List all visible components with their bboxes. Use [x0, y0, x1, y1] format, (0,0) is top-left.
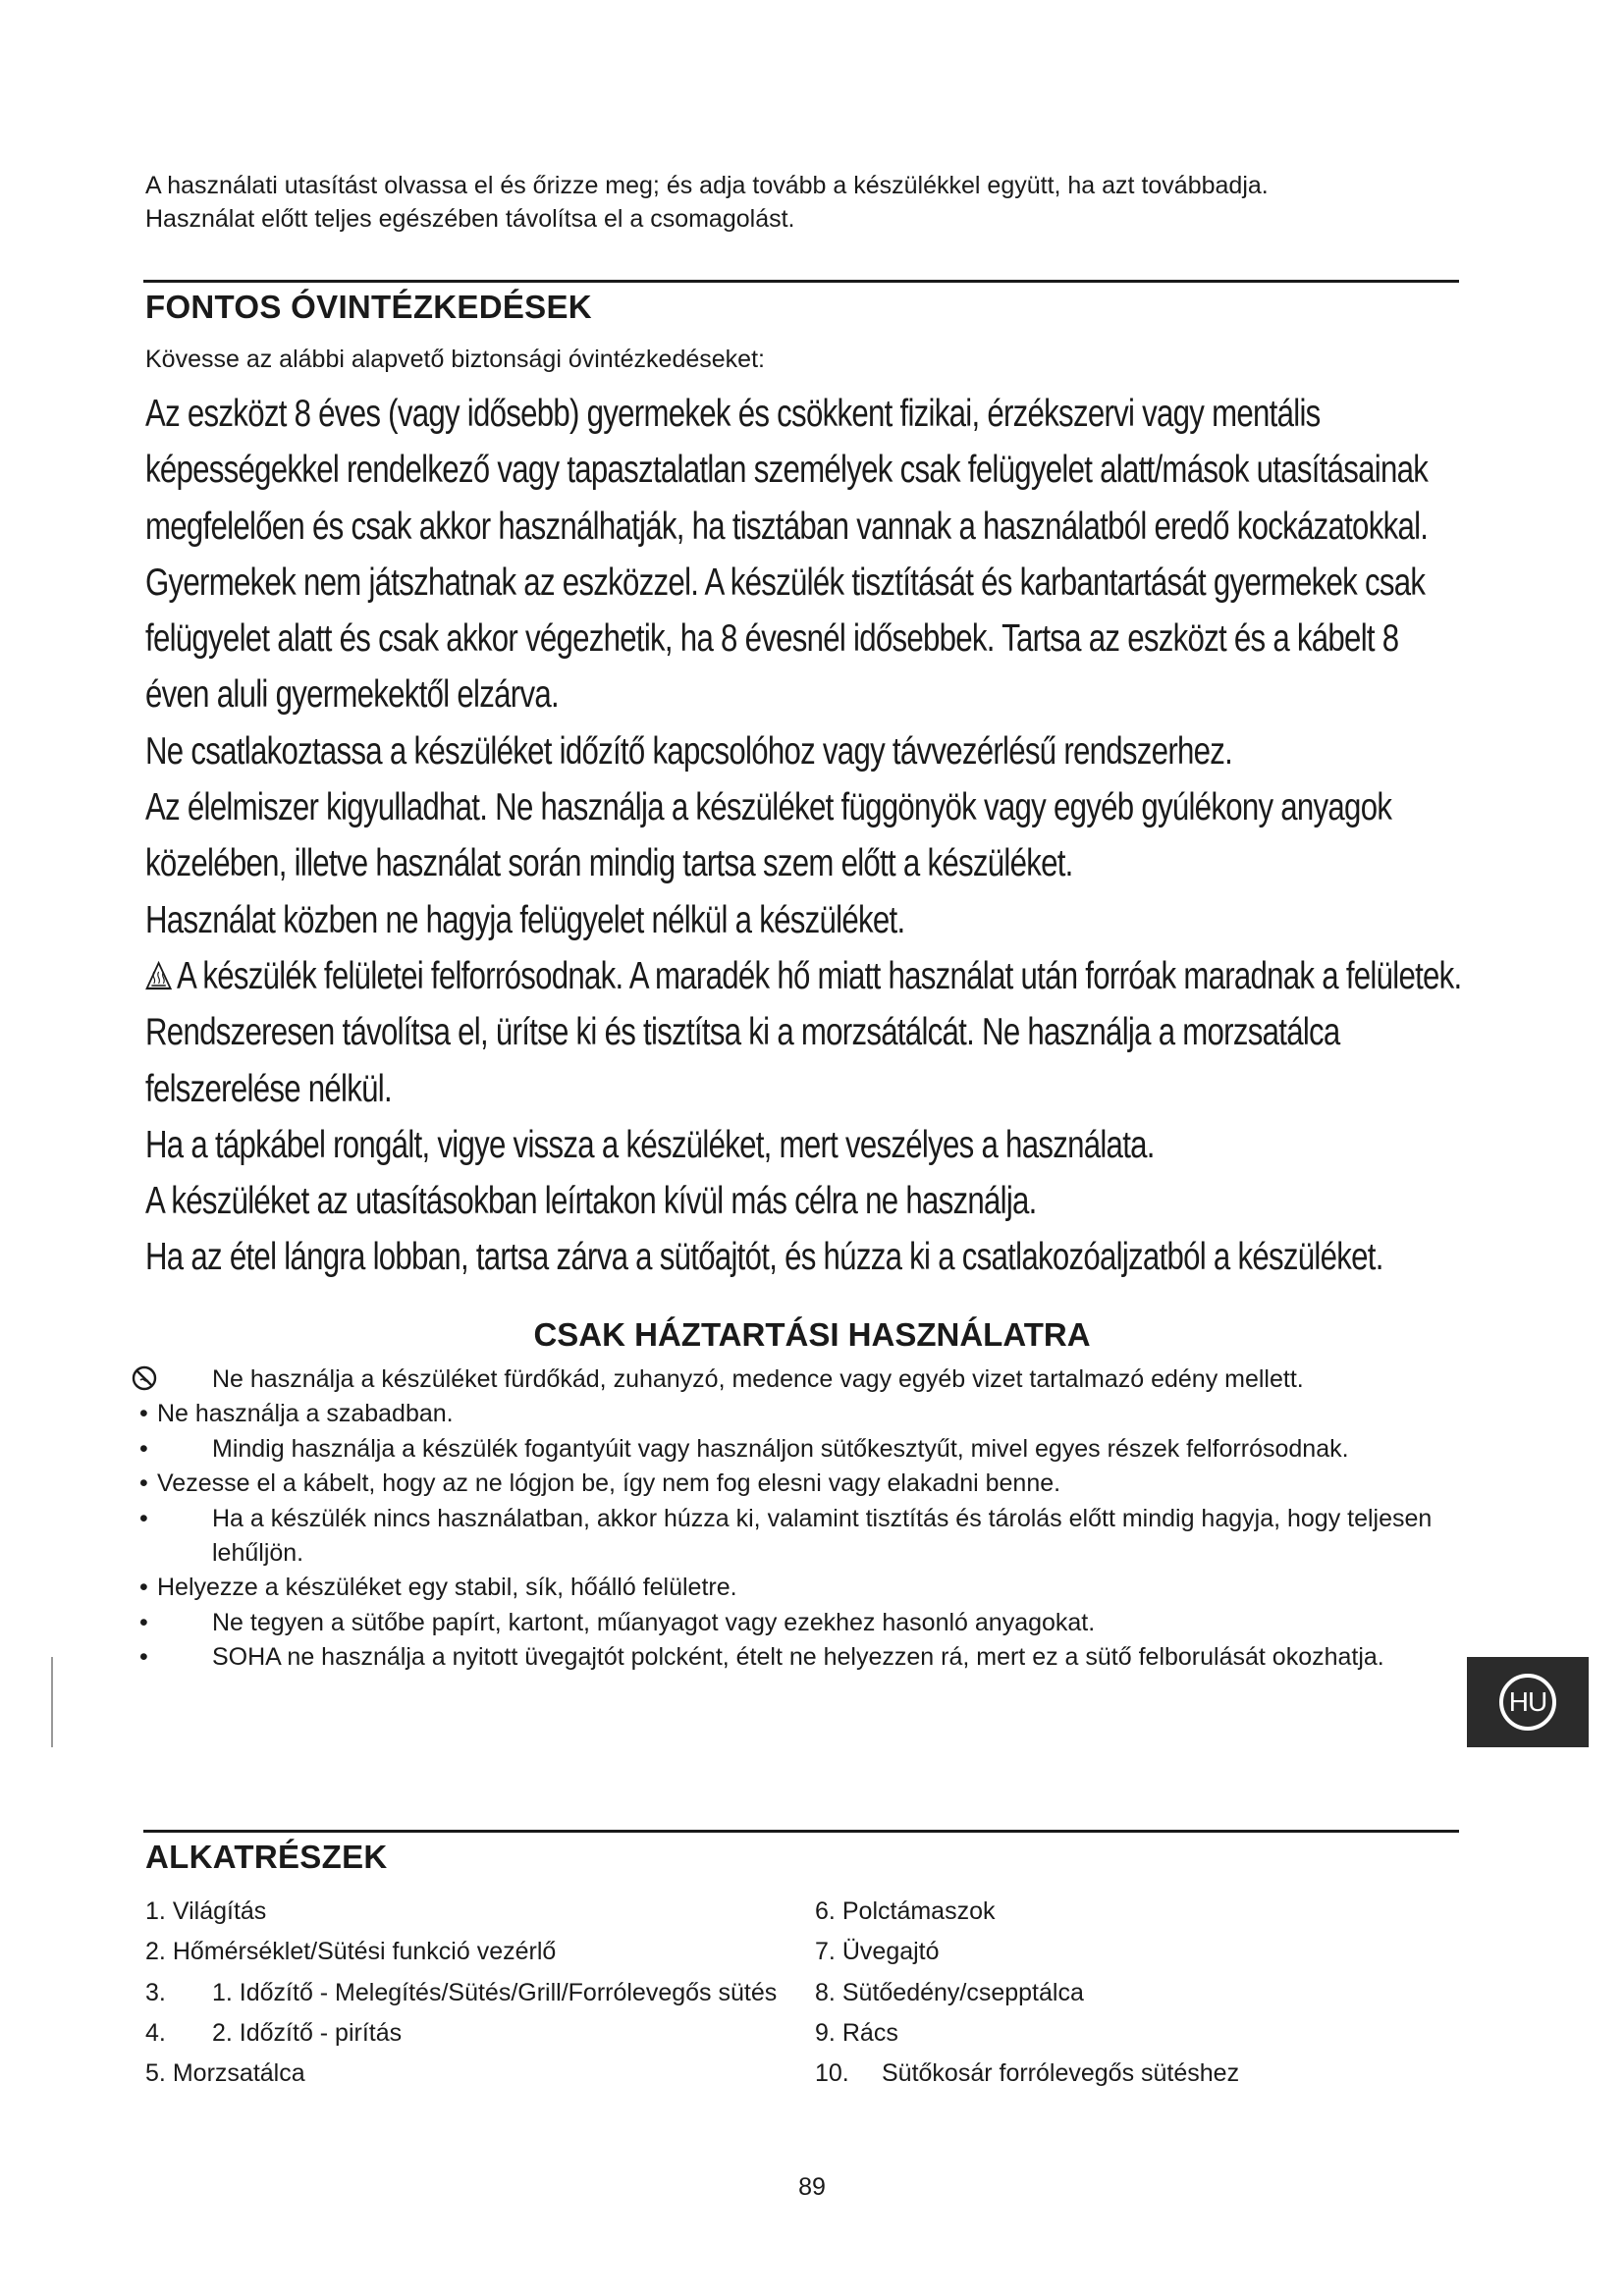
section-title-parts: ALKATRÉSZEK	[145, 1839, 388, 1875]
part-number: 4.	[145, 2018, 166, 2047]
part-number: 9.	[815, 2018, 836, 2047]
bullet-mark: •	[139, 1643, 148, 1672]
part-name: Polctámaszok	[841, 1897, 996, 1925]
part-number: 10.	[815, 2059, 849, 2088]
bullet-mark: •	[139, 1504, 148, 1532]
list-item	[128, 1640, 1473, 1675]
list-item-text: Helyezze a készüléket egy stabil, sík, hőálló felületre.	[157, 1574, 737, 1602]
list-item-text: Ha a készülék nincs használatban, akkor húzza ki, valamint tisztítás és tárolás előtt mindig hagyja, hogy teljesen lehűljön.	[212, 1504, 1433, 1568]
list-item-text: Vezesse el a kábelt, hogy az ne lógjon be, így nem fog elesni vagy elakadni benne.	[157, 1469, 1061, 1498]
list-item	[145, 1973, 813, 2013]
section-divider	[143, 1830, 1459, 1833]
part-name: Sütőkosár forrólevegős sütéshez	[882, 2059, 1240, 2088]
intro-line: A használati utasítást olvassa el és őrizze meg; és adja tovább a készülékkel együtt, ha azt továbbadja.	[145, 172, 1269, 199]
list-item	[145, 2054, 813, 2094]
precaution-paragraph-hot	[145, 948, 1466, 1004]
page-number: 89	[798, 2173, 826, 2201]
part-number: 6.	[815, 1897, 836, 1925]
part-number: 2.	[145, 1938, 166, 1966]
precaution-paragraph: Használat közben ne hagyja felügyelet nélkül a készüléket.	[145, 898, 905, 941]
bullet-mark: •	[139, 1608, 148, 1636]
hot-surface-warning-icon	[145, 961, 172, 990]
precaution-paragraph: Ne csatlakoztassa a készüléket időzítő kapcsolóhoz vagy távvezérlésű rendszerhez.	[145, 729, 1233, 773]
precaution-paragraph: Ha az étel lángra lobban, tartsa zárva a sütőajtót, és húzza ki a csatlakozóaljzatból a készüléket.	[145, 1236, 1383, 1279]
precaution-paragraph: Az élelmiszer kigyulladhat. Ne használja a készüléket függönyök vagy egyéb gyúlékony anyagok közelében, illetve használat során mindig tartsa szem előtt a készüléket.	[145, 786, 1392, 885]
list-item	[128, 1502, 1473, 1572]
list-item-text: Ne használja a szabadban.	[157, 1400, 454, 1428]
part-name: Világítás	[172, 1897, 267, 1925]
part-number: 1.	[145, 1897, 166, 1925]
intro-line: Használat előtt teljes egészében távolítsa el a csomagolást.	[145, 205, 795, 233]
list-item	[128, 1571, 1473, 1605]
precaution-paragraph: A készüléket az utasításokban leírtakon kívül más célra ne használja.	[145, 1180, 1037, 1223]
list-item-text: SOHA ne használja a nyitott üvegajtót polcként, ételt ne helyezzen rá, mert ez a sütő felborulását okozhatja.	[212, 1643, 1384, 1672]
part-name: Rács	[841, 2018, 898, 2047]
part-name: Sütőedény/csepptálca	[841, 1978, 1084, 2006]
list-item	[145, 1892, 813, 1932]
list-item-text: Ne használja a készüléket fürdőkád, zuhanyzó, medence vagy egyéb vizet tartalmazó edény mellett.	[212, 1365, 1304, 1393]
part-name: Üvegajtó	[841, 1938, 940, 1966]
list-item	[128, 1432, 1473, 1467]
part-name: Hőmérséklet/Sütési funkció vezérlő	[172, 1938, 557, 1966]
bullet-mark: •	[139, 1434, 148, 1463]
section-title-household: CSAK HÁZTARTÁSI HASZNÁLATRA	[533, 1316, 1091, 1353]
list-item	[145, 1932, 813, 1972]
precaution-paragraph: Rendszeresen távolítsa el, ürítse ki és tisztítsa ki a morzsátálcát. Ne használja a morzsatálca felszerelése nélkül.	[145, 1011, 1340, 1110]
list-item	[128, 1606, 1473, 1640]
part-name: 2. Időzítő - pirítás	[212, 2018, 403, 2047]
precaution-paragraph: Gyermekek nem játszhatnak az eszközzel. A készülék tisztítását és karbantartását gyermekek csak felügyelet alatt és csak akkor végezhetik, ha 8 évesnél idősebbek. Tartsa az eszközt és a kábelt 8 éven aluli gyermekektől elzárva.	[145, 561, 1426, 717]
bullet-mark: •	[139, 1469, 148, 1498]
precaution-paragraph: Ha a tápkábel rongált, vigye vissza a készüléket, mert veszélyes a használata.	[145, 1123, 1155, 1166]
precautions-body	[145, 386, 1466, 1286]
part-number: 5.	[145, 2059, 166, 2088]
list-item	[815, 2013, 1483, 2054]
household-list	[128, 1362, 1473, 1676]
parts-list-right	[815, 1892, 1483, 2094]
precaution-text: A készülék felületei felforrósodnak. A maradék hő miatt használat után forróak maradnak a felületek.	[177, 954, 1462, 997]
margin-line	[51, 1657, 53, 1747]
list-item	[128, 1467, 1473, 1501]
part-name: 1. Időzítő - Melegítés/Sütés/Grill/Forrólevegős sütés	[212, 1978, 778, 2006]
part-number: 8.	[815, 1978, 836, 2006]
list-item	[145, 2013, 813, 2054]
list-item	[128, 1362, 1473, 1397]
precautions-subtitle: Kövesse az alábbi alapvető biztonsági óvintézkedéseket:	[145, 346, 765, 373]
part-number: 3.	[145, 1978, 166, 2006]
list-item	[128, 1397, 1473, 1431]
list-item	[815, 1932, 1483, 1972]
language-badge	[1467, 1657, 1589, 1747]
parts-list-left	[145, 1892, 813, 2094]
section-divider	[143, 280, 1459, 283]
intro-text	[145, 169, 1481, 236]
list-item	[815, 2054, 1483, 2094]
list-item-text: Mindig használja a készülék fogantyúit vagy használjon sütőkesztyűt, mivel egyes részek felforrósodnak.	[212, 1434, 1349, 1463]
part-name: Morzsatálca	[172, 2059, 305, 2088]
precaution-paragraph: Az eszközt 8 éves (vagy idősebb) gyermekek és csökkent fizikai, érzékszervi vagy mentális képességekkel rendelkező vagy tapasztalatlan személyek csak felügyelet alatt/mások utasításainak megfelelően és csak akkor használhatják, ha tisztában vannak a használatból eredő kockázatokkal.	[145, 393, 1429, 548]
language-code: HU	[1499, 1674, 1556, 1731]
list-item	[815, 1892, 1483, 1932]
bullet-mark: •	[139, 1574, 148, 1602]
part-number: 7.	[815, 1938, 836, 1966]
list-item-text: Ne tegyen a sütőbe papírt, kartont, műanyagot vagy ezekhez hasonló anyagokat.	[212, 1608, 1096, 1636]
section-title-precautions: FONTOS ÓVINTÉZKEDÉSEK	[145, 289, 592, 325]
bullet-mark: •	[139, 1400, 148, 1428]
list-item	[815, 1973, 1483, 2013]
no-water-icon	[132, 1365, 157, 1391]
